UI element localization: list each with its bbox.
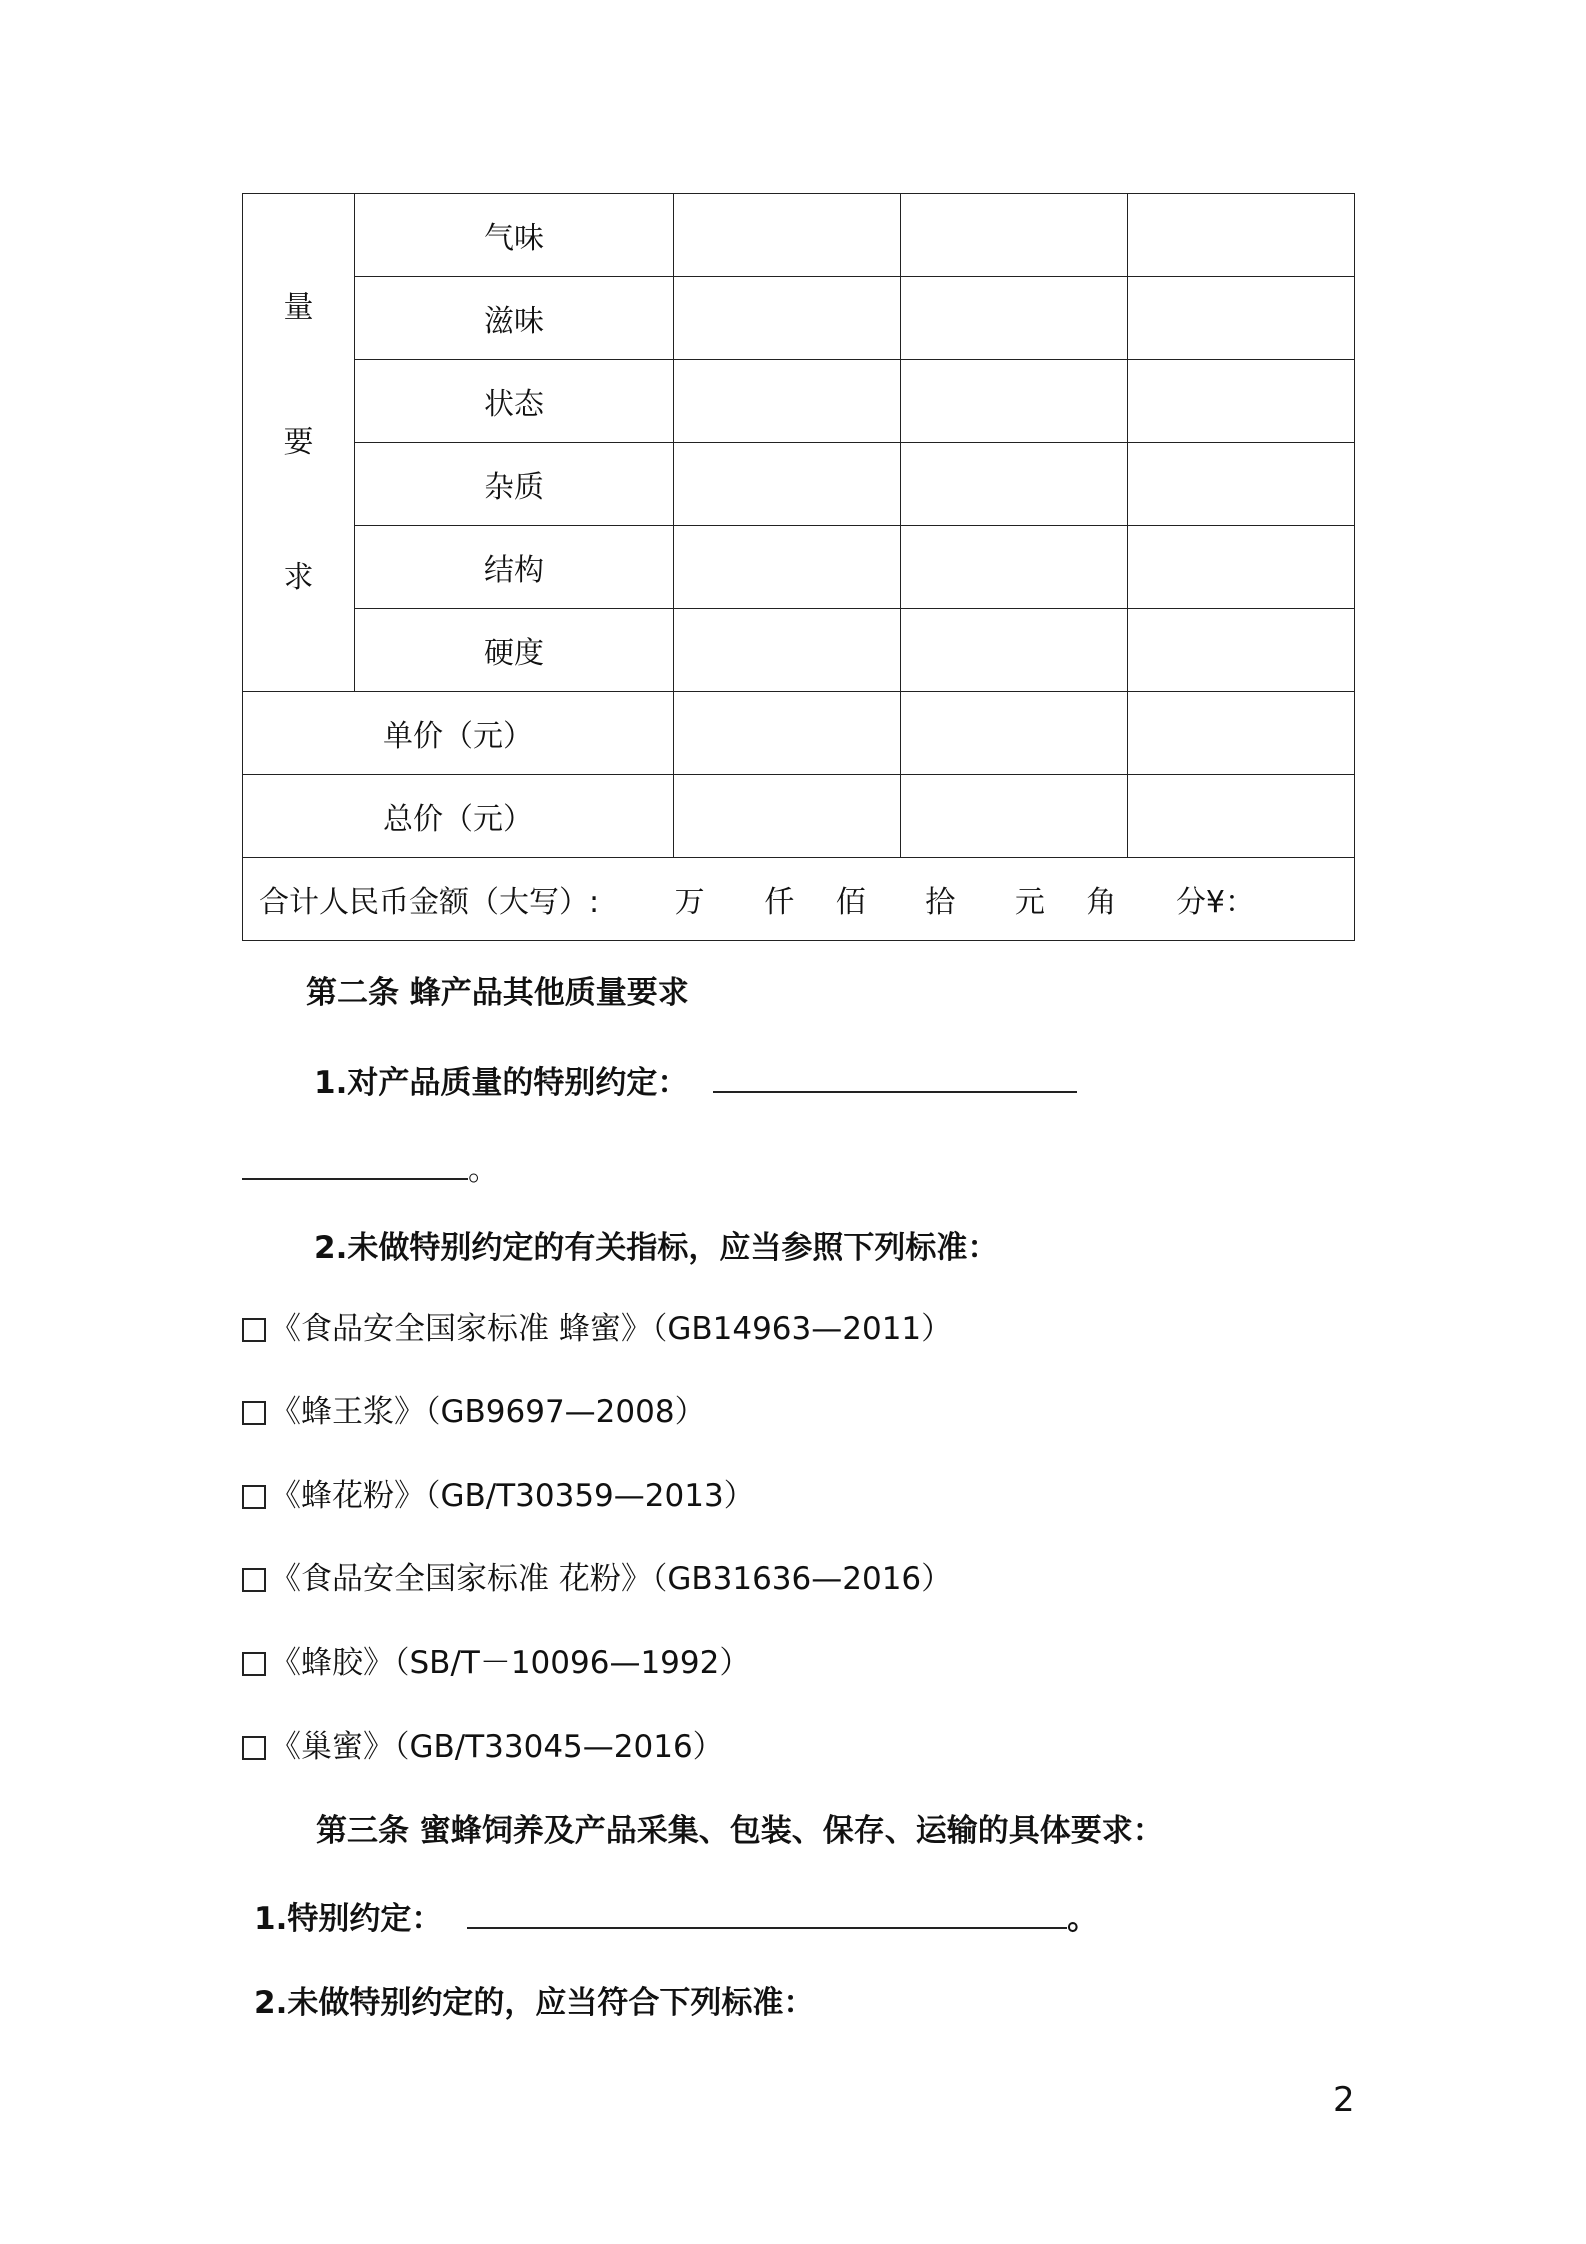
page-number: 2 <box>1333 2080 1355 2120</box>
table-row <box>243 194 1355 277</box>
checkbox[interactable] <box>242 1652 266 1676</box>
table-row <box>243 609 1355 692</box>
article2-title: 第二条 蜂产品其他质量要求 <box>306 975 689 1011</box>
quality-requirements-table <box>242 193 1355 941</box>
amount-unit: 拾 <box>925 885 956 920</box>
amount-unit: 仟 <box>764 885 795 920</box>
table-row <box>243 692 1355 775</box>
empty-cell[interactable] <box>901 609 1128 692</box>
total-amount-label: 合计人民币金额（大写）: <box>259 885 600 920</box>
table-row <box>243 277 1355 360</box>
article2-item1-continuation <box>242 1152 499 1188</box>
empty-cell[interactable] <box>1128 194 1355 277</box>
empty-cell[interactable] <box>674 277 901 360</box>
table-row <box>243 775 1355 858</box>
standard-label: 《蜂花粉》（GB/T30359—2013） <box>270 1478 755 1514</box>
empty-cell[interactable] <box>674 692 901 775</box>
empty-cell[interactable] <box>901 692 1128 775</box>
empty-cell[interactable] <box>674 609 901 692</box>
checkbox[interactable] <box>242 1401 266 1425</box>
article3-item1 <box>254 1901 1099 1937</box>
amount-unit: 角 <box>1086 885 1117 920</box>
empty-cell[interactable] <box>674 360 901 443</box>
empty-cell[interactable] <box>901 277 1128 360</box>
attribute-label: 硬度 <box>355 609 674 692</box>
standard-label: 《蜂王浆》（GB9697—2008） <box>270 1394 706 1430</box>
unit-price-label: 单价（元） <box>243 692 674 775</box>
group-label-char: 要 <box>283 424 314 460</box>
group-label-char: 求 <box>283 559 314 595</box>
article3-item2: 2.未做特别约定的，应当符合下列标准： <box>254 1985 815 2021</box>
attribute-label: 结构 <box>355 526 674 609</box>
standard-option[interactable] <box>242 1729 724 1765</box>
checkbox[interactable] <box>242 1736 266 1760</box>
amount-unit: 万 <box>674 885 705 920</box>
special-agreement-blank[interactable] <box>467 1926 1067 1929</box>
standard-option[interactable] <box>242 1394 706 1430</box>
empty-cell[interactable] <box>674 526 901 609</box>
standard-option[interactable] <box>242 1478 755 1514</box>
empty-cell[interactable] <box>1128 526 1355 609</box>
empty-cell[interactable] <box>674 194 901 277</box>
standard-option[interactable] <box>242 1561 953 1597</box>
empty-cell[interactable] <box>901 443 1128 526</box>
article2-item1 <box>314 1065 1077 1101</box>
empty-cell[interactable] <box>674 775 901 858</box>
table-row <box>243 443 1355 526</box>
article3-title: 第三条 蜜蜂饲养及产品采集、包装、保存、运输的具体要求： <box>316 1813 1164 1849</box>
empty-cell[interactable] <box>1128 609 1355 692</box>
standard-label: 《巢蜜》（GB/T33045—2016） <box>270 1729 724 1765</box>
attribute-label: 杂质 <box>355 443 674 526</box>
empty-cell[interactable] <box>901 360 1128 443</box>
checkbox[interactable] <box>242 1318 266 1342</box>
empty-cell[interactable] <box>674 443 901 526</box>
article2-item1-label: 1.对产品质量的特别约定： <box>314 1065 689 1101</box>
attribute-label: 气味 <box>355 194 674 277</box>
standard-label: 《食品安全国家标准 蜂蜜》（GB14963—2011） <box>270 1311 953 1347</box>
period: 。 <box>1067 1901 1099 1937</box>
empty-cell[interactable] <box>1128 277 1355 360</box>
empty-cell[interactable] <box>901 194 1128 277</box>
attribute-label: 状态 <box>355 360 674 443</box>
total-amount-cell[interactable] <box>243 858 1355 941</box>
total-price-label: 总价（元） <box>243 775 674 858</box>
empty-cell[interactable] <box>901 526 1128 609</box>
quality-group-cell <box>243 194 355 692</box>
table-row <box>243 858 1355 941</box>
empty-cell[interactable] <box>1128 360 1355 443</box>
empty-cell[interactable] <box>901 775 1128 858</box>
empty-cell[interactable] <box>1128 775 1355 858</box>
article3-item1-label: 1.特别约定： <box>254 1901 443 1937</box>
special-agreement-blank[interactable] <box>713 1090 1077 1093</box>
amount-unit: 佰 <box>835 885 866 920</box>
attribute-label: 滋味 <box>355 277 674 360</box>
table-row <box>243 360 1355 443</box>
amount-unit: 分¥： <box>1175 885 1256 920</box>
checkbox[interactable] <box>242 1568 266 1592</box>
standard-option[interactable] <box>242 1311 953 1347</box>
standard-option[interactable] <box>242 1645 751 1681</box>
checkbox[interactable] <box>242 1485 266 1509</box>
empty-cell[interactable] <box>1128 443 1355 526</box>
special-agreement-blank-cont[interactable] <box>242 1177 468 1180</box>
amount-unit: 元 <box>1014 885 1045 920</box>
article2-item2: 2.未做特别约定的有关指标，应当参照下列标准： <box>314 1230 999 1266</box>
table-row <box>243 526 1355 609</box>
standard-label: 《食品安全国家标准 花粉》（GB31636—2016） <box>270 1561 953 1597</box>
standard-label: 《蜂胶》（SB/T－10096—1992） <box>270 1645 751 1681</box>
period: 。 <box>468 1152 499 1188</box>
group-label-char: 量 <box>283 289 314 325</box>
empty-cell[interactable] <box>1128 692 1355 775</box>
